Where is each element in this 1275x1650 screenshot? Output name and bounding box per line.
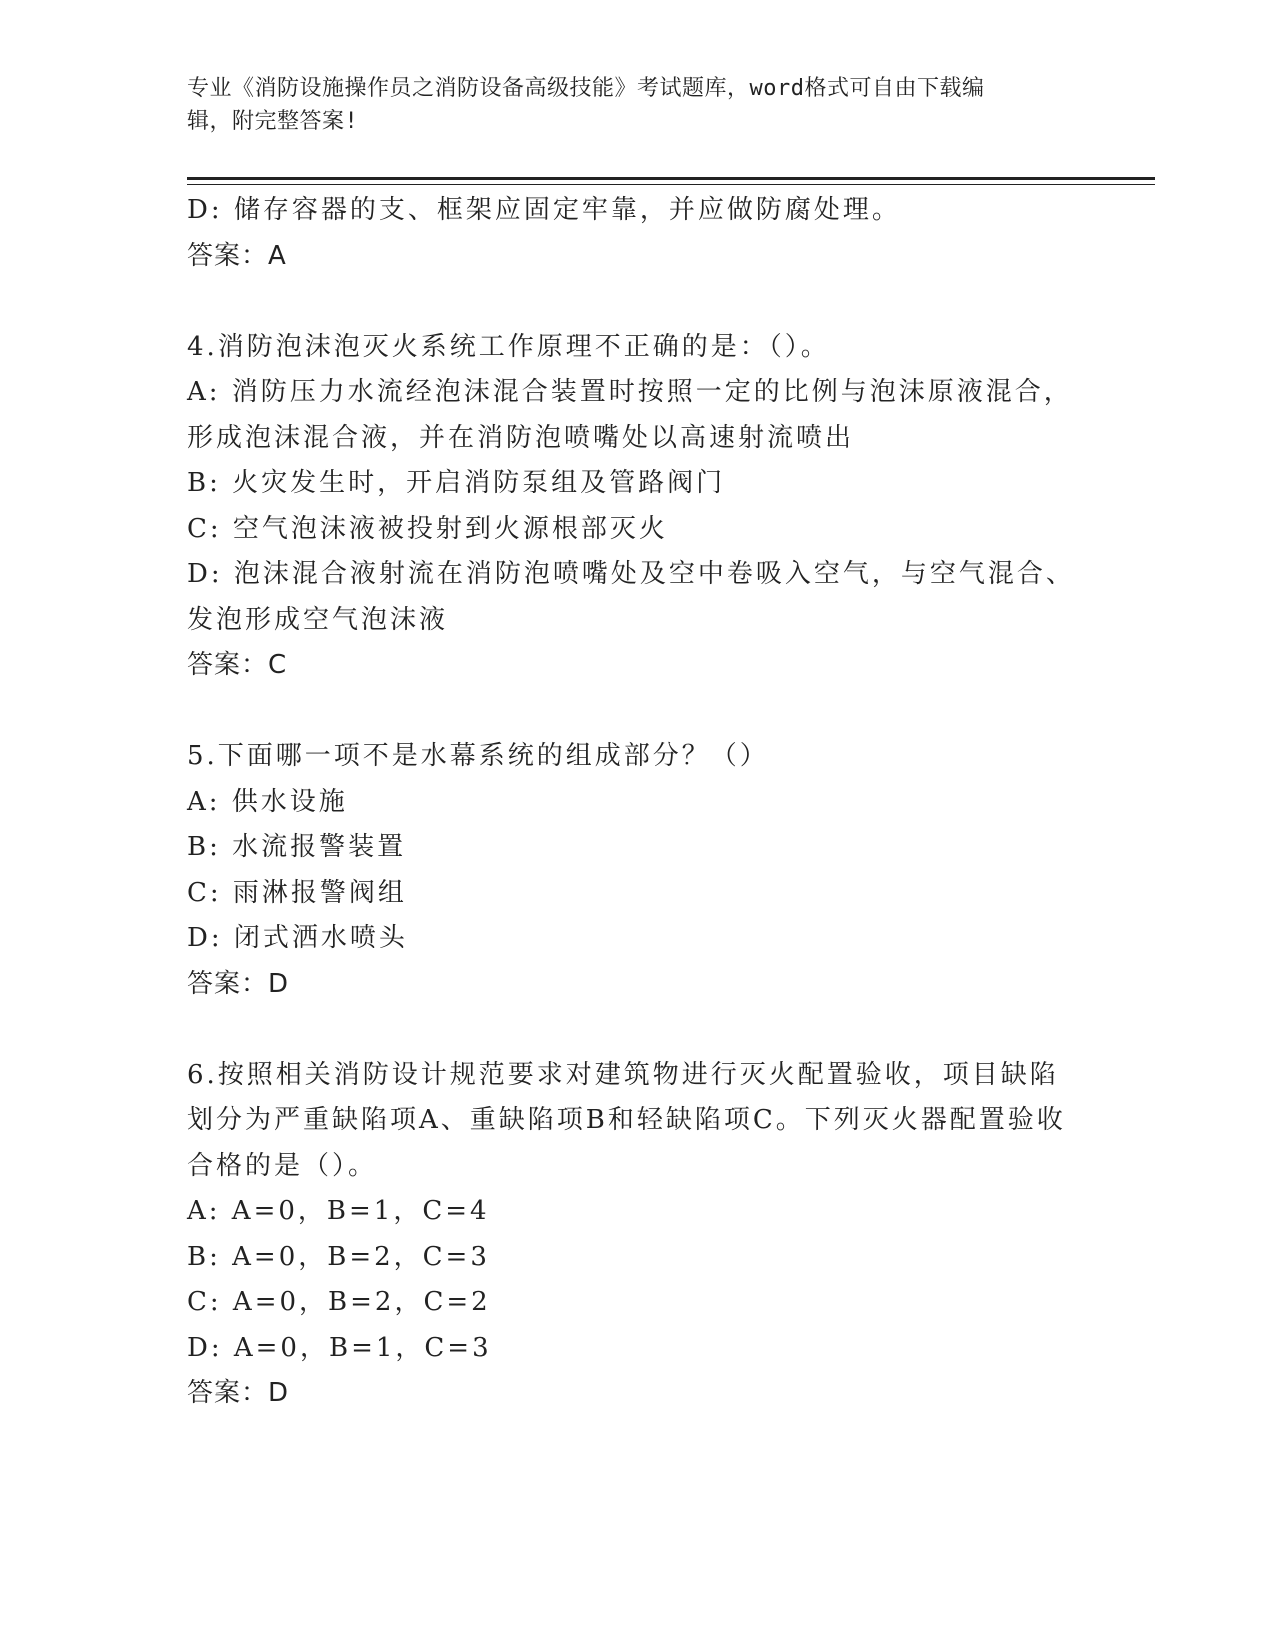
question-stem: 5.下面哪一项不是水幕系统的组成部分？（）	[187, 741, 769, 771]
option-d: D: 储存容器的支、框架应固定牢靠，并应做防腐处理。	[187, 195, 901, 225]
header-rule-thin	[187, 184, 1155, 185]
spacer	[187, 279, 1087, 325]
question-stem: 6.按照相关消防设计规范要求对建筑物进行灭火配置验收，项目缺陷	[187, 1059, 1059, 1090]
option-c: C: A=0，B=2，C=2	[187, 1287, 491, 1317]
document-body	[187, 188, 1087, 1417]
header-rule-thick	[187, 177, 1155, 180]
spacer	[187, 689, 1087, 735]
option-c: C: 空气泡沫液被投射到火源根部灭火	[187, 513, 668, 544]
header-line-1: 专业《消防设施操作员之消防设备高级技能》考试题库，word格式可自由下载编	[187, 76, 985, 101]
option-a: A: 供水设施	[187, 786, 348, 817]
option-d: D: 泡沫混合液射流在消防泡喷嘴处及空中卷吸入空气，与空气混合、	[187, 559, 1075, 589]
question-stem-continued: 划分为严重缺陷项A、重缺陷项B和轻缺陷项C。下列灭火器配置验收	[187, 1105, 1066, 1135]
answer-label: 答案：A	[187, 240, 287, 271]
option-b: B: 水流报警装置	[187, 832, 407, 862]
spacer	[187, 1007, 1087, 1053]
question-stem: 4.消防泡沫泡灭火系统工作原理不正确的是：（）。	[187, 331, 830, 362]
option-c: C: 雨淋报警阀组	[187, 877, 407, 908]
document-header	[187, 72, 1067, 138]
option-d: D: 闭式洒水喷头	[187, 923, 408, 953]
question-6	[187, 1053, 1087, 1417]
answer-label: 答案：C	[187, 650, 288, 680]
question-stem-continued: 合格的是（）。	[187, 1150, 378, 1181]
option-d-continued: 发泡形成空气泡沫液	[187, 604, 449, 635]
header-line-2: 辑，附完整答案!	[187, 109, 359, 134]
question-5	[187, 734, 1087, 1007]
option-b: B: A=0，B=2，C=3	[187, 1241, 490, 1272]
answer-label: 答案：D	[187, 968, 290, 999]
option-b: B: 火灾发生时，开启消防泵组及管路阀门	[187, 468, 726, 498]
option-a: A: 消防压力水流经泡沫混合装置时按照一定的比例与泡沫原液混合，	[187, 377, 1073, 407]
option-a-continued: 形成泡沫混合液，并在消防泡喷嘴处以高速射流喷出	[187, 422, 855, 453]
question-4	[187, 325, 1087, 689]
option-a: A: A=0，B=1，C=4	[187, 1196, 490, 1226]
answer-label: 答案：D	[187, 1378, 290, 1408]
option-d: D: A=0，B=1，C=3	[187, 1332, 492, 1363]
